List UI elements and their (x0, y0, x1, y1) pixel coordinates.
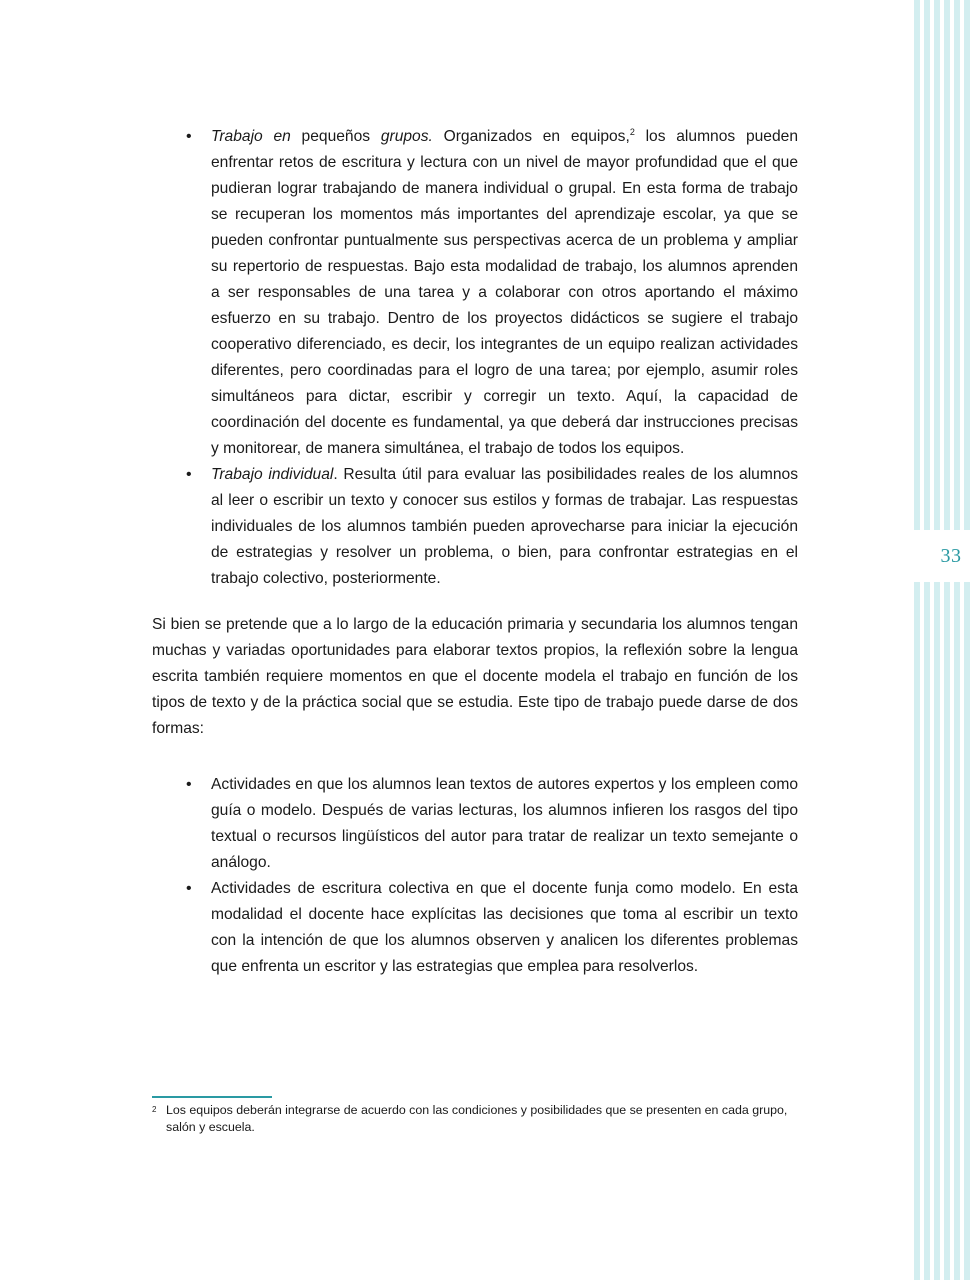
footnote-divider (152, 1096, 272, 1098)
bullet-dot: • (186, 466, 192, 483)
bullet-list-top (152, 124, 798, 592)
italic-text: Trabajo en (211, 128, 291, 145)
footnote-mark: 2 (152, 1105, 157, 1114)
decorative-edge-stripes (910, 0, 972, 1280)
page-number-box (910, 530, 972, 582)
bullet-list-bottom (152, 772, 798, 980)
bullet-dot: • (186, 776, 192, 793)
item-text: los alumnos pueden enfrentar retos de escritura y lectura con un nivel de mayor profundidad que el que pudieran lograr trabajando de manera individual o grupal. En esta forma de trabajo se recuperan los momentos más importantes del aprendizaje escolar, ya que se pueden confrontar puntualmente sus perspectivas acerca de un problema y ampliar su repertorio de respuestas. Bajo esta modalidad de trabajo, los alumnos aprenden a ser responsables de una tarea y a colaborar con otros aportando el máximo esfuerzo en su trabajo. Dentro de los proyectos didácticos se sugiere el trabajo cooperativo diferenciado, es decir, los integrantes de un equipo realizan actividades diferentes, pero coordinadas para el logro de una tarea; por ejemplo, asumir roles simultáneos para dictar, escribir y corregir un texto. Aquí, la capacidad de coordinación del docente es fundamental, ya que deberá dar instrucciones precisas y monitorear, de manera simultánea, el trabajo de todos los equipos. (211, 128, 798, 457)
body-paragraph: Si bien se pretende que a lo largo de la educación primaria y secundaria los alumnos tengan muchas y variadas oportunidades para elaborar textos propios, la reflexión sobre la lengua escrita también requiere momentos en que el docente modela el trabajo en función de los tipos de texto y de la práctica social que se estudia. Este tipo de trabajo puede darse de dos formas: (152, 616, 798, 737)
edge-stripe (954, 0, 960, 1280)
item-text: Actividades en que los alumnos lean textos de autores expertos y los empleen como guía o modelo. Después de varias lecturas, los alumnos infieren los rasgos del tipo textual o recursos lingüísticos del autor para tratar de realizar un texto semejante o análogo. (211, 776, 798, 871)
page-content (152, 124, 798, 980)
edge-stripe (964, 0, 970, 1280)
italic-text: grupos. (380, 128, 433, 145)
list-item (152, 772, 798, 876)
edge-stripe (914, 0, 920, 1280)
footnote (152, 1102, 798, 1136)
list-item (152, 876, 798, 980)
item-text: Actividades de escritura colectiva en que el docente funja como modelo. En esta modalidad el docente hace explícitas las decisiones que toma al escribir un texto con la intención de que los alumnos observen y analicen los diferentes problemas que enfrenta un escritor y las estrategias que emplea para resolverlos. (211, 880, 798, 975)
item-text: Organizados en equipos, (432, 128, 630, 145)
edge-stripe (934, 0, 940, 1280)
item-text: . Resulta útil para evaluar las posibilidades reales de los alumnos al leer o escribir un texto y conocer sus estilos y formas de trabajar. Las respuestas individuales de los alumnos también pueden aprovecharse para iniciar la ejecución de estrategias y resolver un problema, o bien, para confrontar estrategias en el trabajo colectivo, posteriormente. (211, 466, 798, 587)
footnote-text: Los equipos deberán integrarse de acuerdo con las condiciones y posibilidades que se presenten en cada grupo, salón y escuela. (166, 1103, 788, 1134)
list-item (152, 462, 798, 592)
item-text: pequeños (290, 128, 381, 145)
edge-stripe (924, 0, 930, 1280)
list-item (152, 124, 798, 462)
bullet-dot: • (186, 880, 192, 897)
page-number: 33 (940, 544, 962, 567)
edge-stripe (944, 0, 950, 1280)
bullet-dot: • (186, 128, 192, 145)
footnote-reference: 2 (629, 126, 635, 137)
italic-text: Trabajo individual (211, 466, 334, 483)
